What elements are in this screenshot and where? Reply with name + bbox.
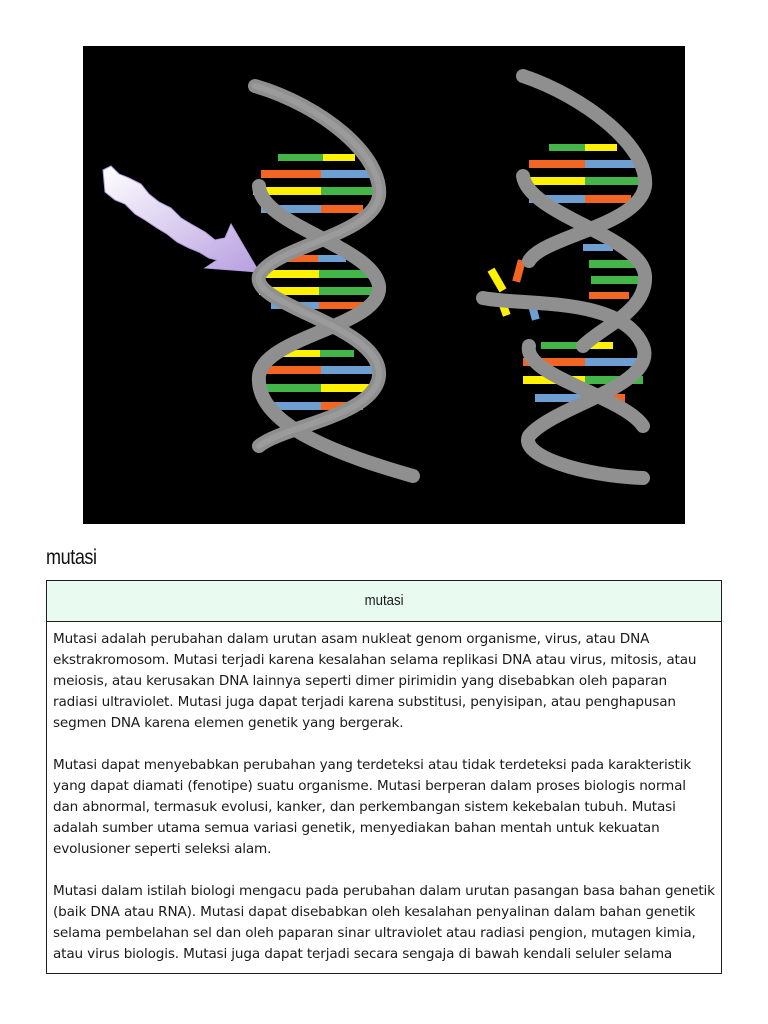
uv-light-arrow-icon [103,166,259,272]
dna-mutation-figure [83,46,685,524]
info-box-header [47,581,721,622]
dna-double-helix-icon [253,86,413,476]
paragraph-3: Mutasi dalam istilah biologi mengacu pada perubahan dalam urutan pasangan basa bahan genetik (baik DNA atau RNA). Mutasi dapat disebabkan oleh kesalahan penyalinan dalam bahan genetik selama pembelahan sel dan oleh paparan sinar ultraviolet atau radiasi pengion, mutagen kimia, atau virus biologis. Mutasi juga dapat terjadi secara sengaja di bawah kendali seluler selama [53,883,715,962]
info-box [46,580,722,974]
info-box-header-label: mutasi [364,592,404,609]
paragraph-1: Mutasi adalah perubahan dalam urutan asam nukleat genom organisme, virus, atau DNA ekstrakromosom. Mutasi terjadi karena kesalahan selama replikasi DNA atau virus, mitosis, atau meiosis, atau kerusakan DNA lainnya seperti dimer pirimidin yang disebabkan oleh paparan radiasi ultraviolet. Mutasi juga dapat terjadi karena substitusi, penyisipan, atau penghapusan segmen DNA karena elemen genetik yang bergerak. [53,631,697,731]
dna-mutation-illustration [83,46,685,524]
info-box-body [47,622,721,965]
damaged-dna-helix-icon [483,76,645,478]
paragraph-2: Mutasi dapat menyebabkan perubahan yang terdeteksi atau tidak terdeteksi pada karakteristik yang dapat diamati (fenotipe) suatu organisme. Mutasi berperan dalam proses biologis normal dan abnormal, termasuk evolusi, kanker, dan perkembangan sistem kekebalan tubuh. Mutasi adalah sumber utama semua variasi genetik, menyediakan bahan mentah untuk kekuatan evolusioner seperti seleksi alam. [53,757,692,857]
section-title: mutasi [46,546,97,569]
